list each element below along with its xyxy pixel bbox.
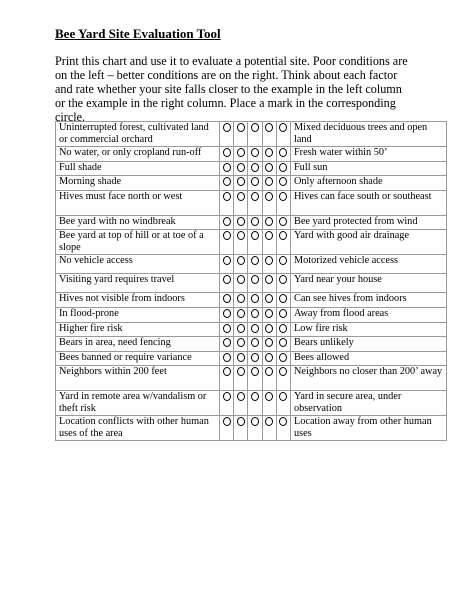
rating-circle[interactable] — [279, 294, 287, 303]
table-row — [56, 366, 447, 391]
rating-circle[interactable] — [237, 217, 245, 226]
rating-circle[interactable] — [223, 148, 231, 157]
rating-circle[interactable] — [251, 367, 259, 376]
poor-condition-cell: Bears in area, need fencing — [56, 337, 220, 352]
rating-circle[interactable] — [223, 367, 231, 376]
rating-cell — [234, 391, 248, 416]
rating-circle[interactable] — [223, 177, 231, 186]
better-condition-cell: Yard in secure area, under observation — [290, 391, 446, 416]
rating-cell — [262, 230, 276, 255]
rating-cell — [220, 255, 234, 274]
rating-circle[interactable] — [265, 275, 273, 284]
rating-circle[interactable] — [251, 324, 259, 333]
rating-cell — [276, 215, 290, 230]
rating-cell — [262, 337, 276, 352]
rating-cell — [248, 351, 262, 366]
rating-circle[interactable] — [279, 367, 287, 376]
rating-circle[interactable] — [237, 231, 245, 240]
rating-circle[interactable] — [223, 163, 231, 172]
poor-condition-cell: Neighbors within 200 feet — [56, 366, 220, 391]
rating-circle[interactable] — [223, 275, 231, 284]
rating-cell — [262, 307, 276, 322]
rating-cell — [276, 351, 290, 366]
rating-cell — [262, 215, 276, 230]
rating-cell — [276, 274, 290, 293]
poor-condition-cell: Yard in remote area w/vandalism or theft risk — [56, 391, 220, 416]
rating-cell — [248, 230, 262, 255]
rating-circle[interactable] — [237, 148, 245, 157]
rating-cell — [220, 190, 234, 215]
rating-circle[interactable] — [223, 309, 231, 318]
rating-circle[interactable] — [279, 275, 287, 284]
table-row — [56, 293, 447, 308]
better-condition-cell: Neighbors no closer than 200’ away — [290, 366, 446, 391]
rating-circle[interactable] — [223, 231, 231, 240]
rating-cell — [276, 416, 290, 441]
better-condition-cell: Yard with good air drainage — [290, 230, 446, 255]
rating-cell — [234, 366, 248, 391]
rating-cell — [248, 322, 262, 337]
instructions-line: on the left – better conditions are on the right. Think about each factor — [55, 68, 398, 82]
rating-circle[interactable] — [279, 163, 287, 172]
rating-circle[interactable] — [265, 392, 273, 401]
rating-circle[interactable] — [237, 192, 245, 201]
rating-cell — [234, 215, 248, 230]
rating-cell — [220, 337, 234, 352]
rating-cell — [248, 366, 262, 391]
rating-circle[interactable] — [251, 309, 259, 318]
rating-cell — [220, 230, 234, 255]
rating-circle[interactable] — [265, 309, 273, 318]
rating-circle[interactable] — [279, 417, 287, 426]
rating-circle[interactable] — [279, 324, 287, 333]
rating-circle[interactable] — [237, 256, 245, 265]
rating-cell — [276, 161, 290, 176]
rating-circle[interactable] — [279, 338, 287, 347]
instructions-line: and rate whether your site falls closer to the example in the left column — [55, 82, 402, 96]
poor-condition-cell: Hives must face north or west — [56, 190, 220, 215]
rating-circle[interactable] — [237, 392, 245, 401]
rating-circle[interactable] — [237, 177, 245, 186]
better-condition-cell: Fresh water within 50’ — [290, 147, 446, 162]
rating-circle[interactable] — [223, 417, 231, 426]
rating-cell — [276, 322, 290, 337]
rating-cell — [220, 366, 234, 391]
table-row — [56, 147, 447, 162]
table-row — [56, 230, 447, 255]
rating-circle[interactable] — [237, 338, 245, 347]
rating-cell — [248, 337, 262, 352]
poor-condition-cell: No vehicle access — [56, 255, 220, 274]
rating-circle[interactable] — [223, 123, 231, 132]
rating-circle[interactable] — [265, 231, 273, 240]
poor-condition-cell: Full shade — [56, 161, 220, 176]
better-condition-cell: Bees allowed — [290, 351, 446, 366]
rating-cell — [262, 161, 276, 176]
rating-circle[interactable] — [237, 324, 245, 333]
rating-circle[interactable] — [237, 163, 245, 172]
rating-cell — [248, 215, 262, 230]
poor-condition-cell: No water, or only cropland run-off — [56, 147, 220, 162]
rating-circle[interactable] — [237, 353, 245, 362]
evaluation-table — [55, 121, 447, 441]
rating-cell — [220, 274, 234, 293]
rating-circle[interactable] — [251, 192, 259, 201]
rating-cell — [248, 274, 262, 293]
rating-cell — [262, 255, 276, 274]
rating-circle[interactable] — [223, 353, 231, 362]
rating-cell — [262, 366, 276, 391]
rating-cell — [234, 337, 248, 352]
better-condition-cell: Full sun — [290, 161, 446, 176]
better-condition-cell: Low fire risk — [290, 322, 446, 337]
rating-cell — [276, 293, 290, 308]
rating-cell — [234, 122, 248, 147]
rating-cell — [262, 122, 276, 147]
rating-circle[interactable] — [223, 256, 231, 265]
better-condition-cell: Location away from other human uses — [290, 416, 446, 441]
better-condition-cell: Can see hives from indoors — [290, 293, 446, 308]
poor-condition-cell: Hives not visible from indoors — [56, 293, 220, 308]
rating-cell — [248, 161, 262, 176]
rating-circle[interactable] — [251, 294, 259, 303]
rating-circle[interactable] — [223, 294, 231, 303]
instructions-line: Print this chart and use it to evaluate a potential site. Poor conditions are — [55, 54, 408, 68]
rating-circle[interactable] — [279, 148, 287, 157]
poor-condition-cell: Higher fire risk — [56, 322, 220, 337]
rating-circle[interactable] — [223, 324, 231, 333]
better-condition-cell: Away from flood areas — [290, 307, 446, 322]
rating-cell — [262, 322, 276, 337]
rating-circle[interactable] — [251, 353, 259, 362]
rating-cell — [234, 274, 248, 293]
rating-circle[interactable] — [251, 338, 259, 347]
poor-condition-cell: Uninterrupted forest, cultivated land or commercial orchard — [56, 122, 220, 147]
table-row — [56, 416, 447, 441]
rating-circle[interactable] — [237, 294, 245, 303]
rating-cell — [262, 293, 276, 308]
rating-cell — [234, 322, 248, 337]
rating-circle[interactable] — [265, 256, 273, 265]
rating-cell — [276, 366, 290, 391]
rating-cell — [262, 274, 276, 293]
rating-circle[interactable] — [251, 392, 259, 401]
instructions-paragraph — [55, 54, 425, 124]
rating-cell — [220, 416, 234, 441]
rating-circle[interactable] — [237, 417, 245, 426]
rating-circle[interactable] — [251, 177, 259, 186]
rating-circle[interactable] — [251, 275, 259, 284]
rating-circle[interactable] — [237, 309, 245, 318]
rating-circle[interactable] — [265, 177, 273, 186]
rating-circle[interactable] — [251, 256, 259, 265]
rating-cell — [276, 255, 290, 274]
table-row — [56, 337, 447, 352]
rating-cell — [248, 147, 262, 162]
better-condition-cell: Bears unlikely — [290, 337, 446, 352]
rating-circle[interactable] — [223, 338, 231, 347]
rating-cell — [276, 122, 290, 147]
rating-cell — [248, 293, 262, 308]
rating-circle[interactable] — [251, 217, 259, 226]
table-row — [56, 322, 447, 337]
rating-circle[interactable] — [265, 294, 273, 303]
rating-circle[interactable] — [279, 177, 287, 186]
rating-circle[interactable] — [251, 417, 259, 426]
rating-circle[interactable] — [279, 353, 287, 362]
rating-cell — [262, 416, 276, 441]
rating-cell — [262, 190, 276, 215]
rating-circle[interactable] — [265, 417, 273, 426]
rating-cell — [248, 416, 262, 441]
rating-circle[interactable] — [265, 163, 273, 172]
poor-condition-cell: Visiting yard requires travel — [56, 274, 220, 293]
rating-circle[interactable] — [265, 217, 273, 226]
table-row — [56, 176, 447, 191]
better-condition-cell: Only afternoon shade — [290, 176, 446, 191]
rating-circle[interactable] — [279, 256, 287, 265]
table-row — [56, 274, 447, 293]
rating-cell — [220, 293, 234, 308]
rating-cell — [220, 351, 234, 366]
rating-circle[interactable] — [251, 148, 259, 157]
rating-circle[interactable] — [237, 123, 245, 132]
better-condition-cell: Bee yard protected from wind — [290, 215, 446, 230]
rating-circle[interactable] — [279, 392, 287, 401]
rating-cell — [276, 230, 290, 255]
rating-cell — [220, 322, 234, 337]
rating-cell — [262, 391, 276, 416]
rating-cell — [234, 351, 248, 366]
rating-cell — [220, 307, 234, 322]
rating-cell — [276, 337, 290, 352]
table-row — [56, 161, 447, 176]
table-row — [56, 351, 447, 366]
rating-cell — [248, 176, 262, 191]
rating-cell — [276, 176, 290, 191]
rating-cell — [234, 190, 248, 215]
table-row — [56, 190, 447, 215]
rating-cell — [234, 293, 248, 308]
rating-cell — [276, 391, 290, 416]
table-row — [56, 307, 447, 322]
poor-condition-cell: Bee yard at top of hill or at toe of a slope — [56, 230, 220, 255]
rating-cell — [220, 391, 234, 416]
rating-cell — [234, 255, 248, 274]
rating-circle[interactable] — [279, 217, 287, 226]
rating-circle[interactable] — [265, 148, 273, 157]
rating-circle[interactable] — [265, 123, 273, 132]
instructions-line: or the example in the right column. Place a mark in the corresponding — [55, 96, 396, 110]
rating-cell — [248, 122, 262, 147]
rating-cell — [234, 176, 248, 191]
poor-condition-cell: Morning shade — [56, 176, 220, 191]
rating-circle[interactable] — [223, 392, 231, 401]
better-condition-cell: Hives can face south or southeast — [290, 190, 446, 215]
rating-cell — [220, 176, 234, 191]
poor-condition-cell: In flood-prone — [56, 307, 220, 322]
table-row — [56, 122, 447, 147]
rating-cell — [234, 307, 248, 322]
rating-circle[interactable] — [279, 123, 287, 132]
rating-cell — [234, 147, 248, 162]
rating-cell — [262, 147, 276, 162]
rating-circle[interactable] — [279, 231, 287, 240]
rating-cell — [220, 122, 234, 147]
rating-circle[interactable] — [251, 231, 259, 240]
rating-circle[interactable] — [251, 163, 259, 172]
rating-circle[interactable] — [265, 338, 273, 347]
rating-cell — [234, 161, 248, 176]
rating-circle[interactable] — [279, 192, 287, 201]
rating-cell — [276, 190, 290, 215]
rating-cell — [276, 147, 290, 162]
rating-cell — [220, 215, 234, 230]
rating-circle[interactable] — [237, 367, 245, 376]
rating-circle[interactable] — [265, 324, 273, 333]
rating-circle[interactable] — [251, 123, 259, 132]
rating-cell — [248, 307, 262, 322]
better-condition-cell: Mixed deciduous trees and open land — [290, 122, 446, 147]
rating-cell — [220, 147, 234, 162]
rating-cell — [262, 176, 276, 191]
poor-condition-cell: Bee yard with no windbreak — [56, 215, 220, 230]
better-condition-cell: Yard near your house — [290, 274, 446, 293]
rating-cell — [234, 416, 248, 441]
rating-cell — [234, 230, 248, 255]
rating-circle[interactable] — [265, 192, 273, 201]
rating-circle[interactable] — [223, 192, 231, 201]
table-row — [56, 391, 447, 416]
rating-cell — [276, 307, 290, 322]
rating-cell — [248, 391, 262, 416]
rating-circle[interactable] — [223, 217, 231, 226]
document-title: Bee Yard Site Evaluation Tool — [55, 26, 221, 41]
rating-cell — [248, 190, 262, 215]
better-condition-cell: Motorized vehicle access — [290, 255, 446, 274]
rating-circle[interactable] — [279, 309, 287, 318]
poor-condition-cell: Bees banned or require variance — [56, 351, 220, 366]
rating-circle[interactable] — [265, 353, 273, 362]
rating-cell — [220, 161, 234, 176]
table-row — [56, 215, 447, 230]
table-row — [56, 255, 447, 274]
rating-cell — [262, 351, 276, 366]
poor-condition-cell: Location conflicts with other human uses of the area — [56, 416, 220, 441]
rating-cell — [248, 255, 262, 274]
rating-circle[interactable] — [237, 275, 245, 284]
instructions-line: circle. — [55, 110, 86, 124]
rating-circle[interactable] — [265, 367, 273, 376]
